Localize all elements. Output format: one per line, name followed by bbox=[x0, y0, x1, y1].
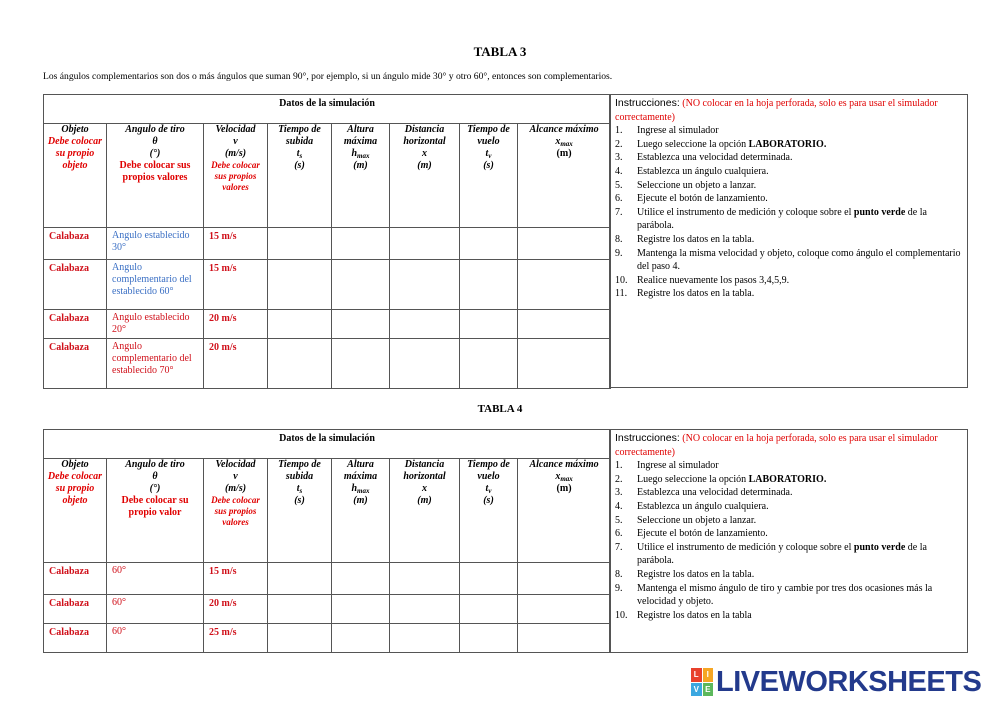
step-number: 11. bbox=[615, 288, 628, 300]
instruction-step bbox=[615, 582, 963, 609]
empty-input-cell[interactable] bbox=[518, 595, 611, 624]
header-label: Distancia horizontal bbox=[403, 459, 446, 482]
column-header-alcance bbox=[518, 459, 611, 563]
step-text-main: Mantenga la misma velocidad y objeto, coloque como ángulo el complementario del paso 4. bbox=[637, 247, 961, 273]
symbol-subscript: v bbox=[488, 152, 492, 160]
header-symbol bbox=[270, 148, 329, 160]
step-number: 10. bbox=[615, 274, 628, 286]
header-note: Debe colocar su propio objeto bbox=[47, 136, 103, 171]
step-text bbox=[637, 233, 963, 247]
step-text-main: Registre los datos en la tabla. bbox=[637, 568, 755, 580]
table-row bbox=[44, 595, 611, 624]
header-unit: (s) bbox=[294, 495, 305, 507]
step-text-main: Ejecute el botón de lanzamiento. bbox=[637, 528, 768, 540]
symbol: θ bbox=[152, 471, 158, 482]
header-symbol bbox=[270, 483, 329, 495]
step-number: 4. bbox=[615, 500, 623, 512]
header-unit: (m) bbox=[353, 495, 368, 507]
velocidad-cell: 15 m/s bbox=[204, 563, 268, 595]
step-text-main: Registre los datos en la tabla. bbox=[637, 233, 755, 245]
step-text bbox=[637, 138, 963, 152]
header-unit: (°) bbox=[149, 483, 161, 494]
step-text bbox=[637, 192, 963, 206]
header-label: Objeto bbox=[61, 459, 89, 470]
velocidad-cell: 20 m/s bbox=[204, 595, 268, 624]
instructions-note: (NO colocar en la hoja perforada, solo es para usar el simulador correctamente) bbox=[615, 98, 938, 123]
instructions-heading: Instrucciones: bbox=[615, 432, 680, 444]
empty-input-cell[interactable] bbox=[460, 624, 518, 653]
column-header-angulo bbox=[107, 124, 204, 228]
velocidad-cell: 25 m/s bbox=[204, 624, 268, 653]
symbol: h bbox=[351, 148, 358, 159]
header-label: Velocidad bbox=[215, 124, 256, 135]
empty-input-cell[interactable] bbox=[268, 260, 332, 310]
symbol: v bbox=[233, 136, 238, 147]
empty-input-cell[interactable] bbox=[518, 228, 611, 260]
symbol: x bbox=[555, 471, 561, 482]
column-header-tiempo-subida bbox=[268, 124, 332, 228]
instruction-step bbox=[615, 247, 963, 274]
step-number: 6. bbox=[615, 193, 623, 205]
step-text-main: Ejecute el botón de lanzamiento. bbox=[637, 193, 768, 205]
step-text-main: Establezca un ángulo cualquiera. bbox=[637, 500, 769, 512]
header-unit: (m) bbox=[417, 495, 432, 506]
instructions-list bbox=[615, 124, 963, 301]
column-header-altura bbox=[332, 459, 390, 563]
column-header-alcance bbox=[518, 124, 611, 228]
header-label: Tiempo de vuelo bbox=[467, 459, 510, 482]
instructions-note: (NO colocar en la hoja perforada, solo es para usar el simulador correctamente) bbox=[615, 433, 938, 458]
angulo-cell: 60° bbox=[107, 624, 204, 653]
symbol-subscript: s bbox=[299, 152, 303, 160]
empty-input-cell[interactable] bbox=[460, 310, 518, 339]
empty-input-cell[interactable] bbox=[460, 339, 518, 389]
instruction-step bbox=[615, 568, 963, 582]
empty-input-cell[interactable] bbox=[332, 260, 390, 310]
column-header-tiempo-vuelo bbox=[460, 124, 518, 228]
step-number: 8. bbox=[615, 233, 623, 245]
step-text-bold: punto verde bbox=[853, 541, 906, 553]
angulo-cell: Angulo complementario del establecido 60° bbox=[107, 260, 204, 310]
step-text bbox=[637, 609, 963, 623]
header-label: Objeto bbox=[61, 124, 89, 135]
step-text bbox=[637, 206, 963, 233]
velocidad-cell: 20 m/s bbox=[204, 310, 268, 339]
step-text-main: Establezca una velocidad determinada. bbox=[637, 152, 793, 164]
empty-input-cell[interactable] bbox=[460, 228, 518, 260]
step-text-main: Luego seleccione la opción bbox=[637, 473, 749, 485]
empty-input-cell[interactable] bbox=[518, 339, 611, 389]
step-text-main: Luego seleccione la opción bbox=[637, 138, 749, 150]
empty-input-cell[interactable] bbox=[390, 595, 460, 624]
table-row bbox=[44, 563, 611, 595]
step-text bbox=[637, 151, 963, 165]
instruction-step bbox=[615, 206, 963, 233]
step-number: 3. bbox=[615, 152, 623, 164]
empty-input-cell[interactable] bbox=[268, 624, 332, 653]
header-label: Angulo de tiro bbox=[125, 124, 185, 135]
step-number: 4. bbox=[615, 165, 623, 177]
header-symbol bbox=[392, 148, 457, 160]
logo-letter: L bbox=[691, 668, 702, 682]
instruction-step bbox=[615, 486, 963, 500]
instruction-step bbox=[615, 179, 963, 193]
header-unit: (°) bbox=[149, 148, 161, 159]
symbol-subscript: max bbox=[357, 152, 370, 160]
empty-input-cell[interactable] bbox=[332, 228, 390, 260]
symbol: v bbox=[233, 471, 238, 482]
header-symbol bbox=[462, 148, 515, 160]
step-text-main: Ingrese al simulador bbox=[637, 125, 719, 137]
instruction-step bbox=[615, 500, 963, 514]
step-text-bold: LABORATORIO. bbox=[748, 138, 827, 150]
symbol: x bbox=[555, 136, 561, 147]
header-unit: (s) bbox=[483, 495, 494, 507]
empty-input-cell[interactable] bbox=[332, 339, 390, 389]
header-unit: (m) bbox=[556, 148, 572, 160]
instructions-panel bbox=[609, 94, 968, 388]
symbol-subscript: s bbox=[299, 487, 303, 495]
step-text-main: Ingrese al simulador bbox=[637, 460, 719, 472]
step-text-main: Seleccione un objeto a lanzar. bbox=[637, 514, 757, 526]
instruction-step bbox=[615, 274, 963, 288]
instruction-step bbox=[615, 192, 963, 206]
step-text bbox=[637, 165, 963, 179]
table-row bbox=[44, 228, 611, 260]
empty-input-cell[interactable] bbox=[268, 595, 332, 624]
tabla-4-title: TABLA 4 bbox=[477, 403, 523, 415]
table-row bbox=[44, 339, 611, 389]
tabla-3-table bbox=[43, 94, 611, 389]
logo-letter: E bbox=[703, 683, 714, 697]
step-text bbox=[637, 541, 963, 568]
symbol-subscript: max bbox=[560, 140, 573, 148]
step-text bbox=[637, 568, 963, 582]
logo-letter: I bbox=[703, 668, 714, 682]
step-text-post: de la parábola. bbox=[637, 541, 927, 567]
step-number: 1. bbox=[615, 125, 623, 137]
angulo-cell: Angulo establecido 30° bbox=[107, 228, 204, 260]
header-unit: (m) bbox=[556, 483, 572, 495]
step-number: 5. bbox=[615, 514, 623, 526]
header-note: Debe colocar su propio valor bbox=[121, 495, 189, 518]
symbol-subscript: max bbox=[357, 487, 370, 495]
empty-input-cell[interactable] bbox=[268, 339, 332, 389]
angulo-cell: 60° bbox=[107, 563, 204, 595]
header-note: Debe colocar sus propios valores bbox=[211, 160, 260, 192]
logo-text: LIVEWORKSHEETS bbox=[716, 665, 982, 698]
symbol: t bbox=[296, 148, 300, 159]
symbol: θ bbox=[152, 136, 158, 147]
velocidad-cell: 20 m/s bbox=[204, 339, 268, 389]
step-number: 7. bbox=[615, 541, 623, 553]
step-text bbox=[637, 582, 963, 609]
instruction-step bbox=[615, 541, 963, 568]
step-text-bold: LABORATORIO. bbox=[748, 473, 827, 485]
instructions-list bbox=[615, 459, 963, 622]
header-symbol bbox=[334, 483, 387, 495]
empty-input-cell[interactable] bbox=[332, 310, 390, 339]
header-unit: (s) bbox=[483, 160, 494, 172]
table-row bbox=[44, 624, 611, 653]
step-text-bold: punto verde bbox=[853, 206, 906, 218]
symbol: t bbox=[485, 148, 489, 159]
empty-input-cell[interactable] bbox=[518, 310, 611, 339]
header-symbol bbox=[520, 136, 608, 148]
step-text bbox=[637, 274, 963, 288]
empty-input-cell[interactable] bbox=[390, 339, 460, 389]
empty-input-cell[interactable] bbox=[390, 624, 460, 653]
empty-input-cell[interactable] bbox=[460, 260, 518, 310]
symbol: t bbox=[296, 483, 300, 494]
column-header-tiempo-vuelo bbox=[460, 459, 518, 563]
step-number: 2. bbox=[615, 473, 623, 485]
table-row bbox=[44, 310, 611, 339]
velocidad-cell: 15 m/s bbox=[204, 260, 268, 310]
step-text bbox=[637, 124, 963, 138]
step-number: 5. bbox=[615, 179, 623, 191]
objeto-cell: Calabaza bbox=[44, 624, 107, 653]
step-text-main: Establezca un ángulo cualquiera. bbox=[637, 165, 769, 177]
angulo-cell: 60° bbox=[107, 595, 204, 624]
step-number: 7. bbox=[615, 206, 623, 218]
header-symbol bbox=[109, 136, 201, 148]
header-label: Velocidad bbox=[215, 459, 256, 470]
empty-input-cell[interactable] bbox=[268, 310, 332, 339]
step-number: 2. bbox=[615, 138, 623, 150]
header-note: Debe colocar su propio objeto bbox=[47, 471, 103, 506]
symbol: x bbox=[422, 483, 427, 494]
step-text bbox=[637, 459, 963, 473]
instruction-step bbox=[615, 527, 963, 541]
instruction-step bbox=[615, 514, 963, 528]
empty-input-cell[interactable] bbox=[390, 563, 460, 595]
step-text bbox=[637, 287, 963, 301]
step-text-main: Seleccione un objeto a lanzar. bbox=[637, 179, 757, 191]
header-label: Alcance máximo bbox=[529, 459, 599, 470]
step-text-main: Registre los datos en la tabla bbox=[637, 609, 752, 621]
header-unit: (m) bbox=[417, 160, 432, 171]
header-label: Alcance máximo bbox=[529, 124, 599, 135]
instruction-step bbox=[615, 459, 963, 473]
instructions-heading: Instrucciones: bbox=[615, 97, 680, 109]
table-row bbox=[44, 260, 611, 310]
header-symbol bbox=[462, 483, 515, 495]
step-text bbox=[637, 500, 963, 514]
header-label: Angulo de tiro bbox=[125, 459, 185, 470]
step-text bbox=[637, 247, 963, 274]
header-label: Tiempo de subida bbox=[278, 124, 321, 147]
header-label: Distancia horizontal bbox=[403, 124, 446, 147]
column-header-altura bbox=[332, 124, 390, 228]
header-label: Altura máxima bbox=[343, 459, 378, 482]
header-label: Tiempo de subida bbox=[278, 459, 321, 482]
step-text bbox=[637, 527, 963, 541]
step-text-main: Mantenga el mismo ángulo de tiro y cambie por tres dos ocasiones más la velocidad y objeto. bbox=[637, 582, 933, 608]
step-text-main: Utilice el instrumento de medición y coloque sobre el bbox=[637, 541, 854, 553]
instructions-heading-line bbox=[615, 97, 963, 124]
velocidad-cell: 15 m/s bbox=[204, 228, 268, 260]
objeto-cell: Calabaza bbox=[44, 310, 107, 339]
step-number: 9. bbox=[615, 247, 623, 259]
header-symbol bbox=[334, 148, 387, 160]
table-caption: Datos de la simulación bbox=[44, 95, 611, 124]
empty-input-cell[interactable] bbox=[390, 260, 460, 310]
column-header-tiempo-subida bbox=[268, 459, 332, 563]
tabla-3-title: TABLA 3 bbox=[473, 44, 527, 59]
instruction-step bbox=[615, 287, 963, 301]
instruction-step bbox=[615, 151, 963, 165]
empty-input-cell[interactable] bbox=[268, 563, 332, 595]
step-text bbox=[637, 473, 963, 487]
instruction-step bbox=[615, 473, 963, 487]
intro-text: Los ángulos complementarios son dos o más ángulos que suman 90°, por ejemplo, si un ángulo mide 30° y otro 60°, entonces son complementarios. bbox=[43, 71, 613, 82]
empty-input-cell[interactable] bbox=[518, 563, 611, 595]
step-text-main: Realice nuevamente los pasos 3,4,5,9. bbox=[637, 274, 790, 286]
step-text-main: Utilice el instrumento de medición y coloque sobre el bbox=[637, 206, 854, 218]
objeto-cell: Calabaza bbox=[44, 228, 107, 260]
column-header-velocidad bbox=[204, 124, 268, 228]
objeto-cell: Calabaza bbox=[44, 260, 107, 310]
empty-input-cell[interactable] bbox=[268, 228, 332, 260]
tabla-4-table bbox=[43, 429, 611, 653]
step-number: 1. bbox=[615, 460, 623, 472]
step-text bbox=[637, 179, 963, 193]
step-number: 3. bbox=[615, 487, 623, 499]
header-symbol bbox=[206, 471, 265, 483]
step-text bbox=[637, 514, 963, 528]
objeto-cell: Calabaza bbox=[44, 595, 107, 624]
logo-letter: V bbox=[691, 683, 702, 697]
symbol-subscript: v bbox=[488, 487, 492, 495]
objeto-cell: Calabaza bbox=[44, 339, 107, 389]
instruction-step bbox=[615, 138, 963, 152]
column-header-distancia bbox=[390, 459, 460, 563]
liveworksheets-logo bbox=[691, 666, 981, 698]
header-symbol bbox=[109, 471, 201, 483]
instruction-step bbox=[615, 609, 963, 623]
empty-input-cell[interactable] bbox=[390, 228, 460, 260]
header-label: Tiempo de vuelo bbox=[467, 124, 510, 147]
symbol-subscript: max bbox=[560, 475, 573, 483]
objeto-cell: Calabaza bbox=[44, 563, 107, 595]
step-text-main: Registre los datos en la tabla. bbox=[637, 288, 755, 300]
instruction-step bbox=[615, 124, 963, 138]
step-number: 8. bbox=[615, 568, 623, 580]
instruction-step bbox=[615, 165, 963, 179]
table-caption: Datos de la simulación bbox=[44, 430, 611, 459]
header-symbol bbox=[520, 471, 608, 483]
instructions-panel bbox=[609, 429, 968, 653]
symbol: x bbox=[422, 148, 427, 159]
column-header-objeto bbox=[44, 459, 107, 563]
instruction-step bbox=[615, 233, 963, 247]
angulo-cell: Angulo complementario del establecido 70° bbox=[107, 339, 204, 389]
header-symbol bbox=[392, 483, 457, 495]
column-header-objeto bbox=[44, 124, 107, 228]
header-note: Debe colocar sus propios valores bbox=[211, 495, 260, 527]
column-header-distancia bbox=[390, 124, 460, 228]
step-number: 6. bbox=[615, 528, 623, 540]
header-unit: (m/s) bbox=[224, 483, 247, 494]
step-number: 10. bbox=[615, 609, 628, 621]
empty-input-cell[interactable] bbox=[518, 624, 611, 653]
empty-input-cell[interactable] bbox=[518, 260, 611, 310]
header-unit: (m/s) bbox=[224, 148, 247, 159]
step-text bbox=[637, 486, 963, 500]
symbol: h bbox=[351, 483, 358, 494]
empty-input-cell[interactable] bbox=[332, 563, 390, 595]
step-text-main: Establezca una velocidad determinada. bbox=[637, 487, 793, 499]
step-text-post: de la parábola. bbox=[637, 206, 927, 232]
column-header-velocidad bbox=[204, 459, 268, 563]
header-note: Debe colocar sus propios valores bbox=[119, 160, 191, 183]
header-unit: (m) bbox=[353, 160, 368, 172]
header-label: Altura máxima bbox=[343, 124, 378, 147]
empty-input-cell[interactable] bbox=[332, 624, 390, 653]
empty-input-cell[interactable] bbox=[460, 595, 518, 624]
angulo-cell: Angulo establecido 20° bbox=[107, 310, 204, 339]
column-header-angulo bbox=[107, 459, 204, 563]
logo-icon bbox=[691, 668, 713, 696]
empty-input-cell[interactable] bbox=[332, 595, 390, 624]
empty-input-cell[interactable] bbox=[390, 310, 460, 339]
empty-input-cell[interactable] bbox=[460, 563, 518, 595]
step-number: 9. bbox=[615, 582, 623, 594]
symbol: t bbox=[485, 483, 489, 494]
header-unit: (s) bbox=[294, 160, 305, 172]
instructions-heading-line bbox=[615, 432, 963, 459]
header-symbol bbox=[206, 136, 265, 148]
